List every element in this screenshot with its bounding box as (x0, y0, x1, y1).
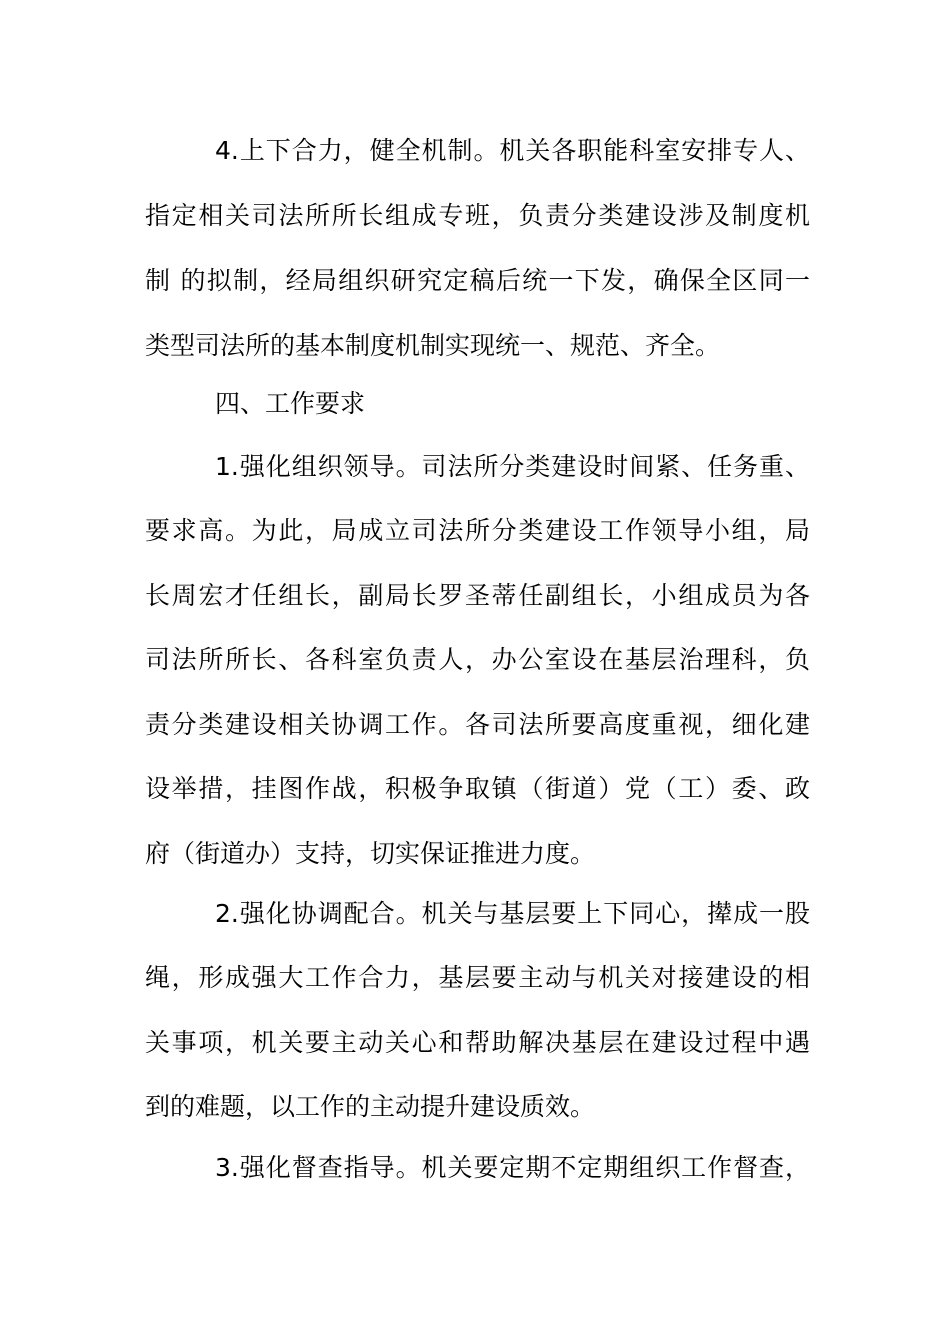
text-line: 司法所所长、各科室负责人，办公室设在基层治理科，负 (145, 645, 810, 674)
text-line: 责分类建设相关协调工作。各司法所要高度重视，细化建 (145, 710, 810, 739)
text-line: 2.强化协调配合。机关与基层要上下同心，撵成一股 (215, 899, 810, 928)
text-line: 1.强化组织领导。司法所分类建设时间紧、任务重、 (215, 452, 810, 481)
text-line: 关事项，机关要主动关心和帮助解决基层在建设过程中遇 (145, 1028, 810, 1057)
text-line: 要求高。为此，局成立司法所分类建设工作领导小组，局 (145, 516, 810, 545)
text-line: 府（街道办）支持，切实保证推进力度。 (145, 839, 596, 868)
text-line: 4.上下合力，健全机制。机关各职能科室安排专人、 (215, 136, 810, 165)
text-line: 制 的拟制，经局组织研究定稿后统一下发，确保全区同一 (145, 266, 810, 295)
text-line: 长周宏才任组长，副局长罗圣蒂任副组长，小组成员为各 (145, 581, 810, 610)
text-line: 类型司法所的基本制度机制实现统一、规范、齐全。 (145, 331, 721, 360)
section-heading: 四、工作要求 (215, 389, 366, 418)
text-line: 绳，形成强大工作合力，基层要主动与机关对接建设的相 (145, 963, 810, 992)
text-line: 指定相关司法所所长组成专班，负责分类建设涉及制度机 (145, 201, 810, 230)
text-line: 设举措，挂图作战，积极争取镇（街道）党（工）委、政 (145, 774, 810, 803)
text-line: 3.强化督查指导。机关要定期不定期组织工作督查， (215, 1153, 810, 1182)
text-line: 到的难题，以工作的主动提升建设质效。 (145, 1092, 596, 1121)
